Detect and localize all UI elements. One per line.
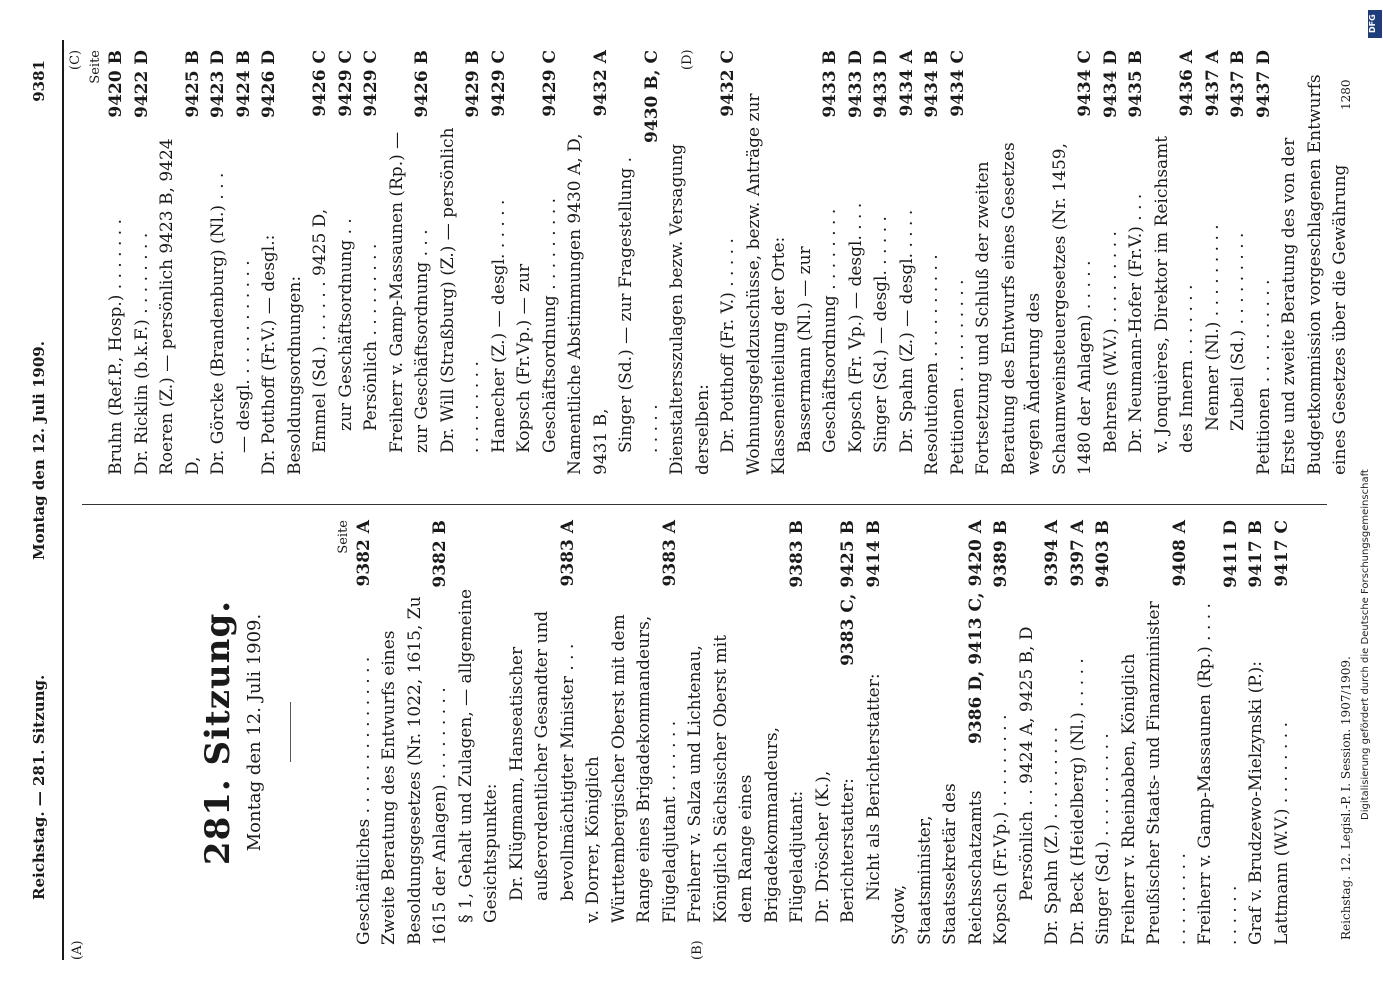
entry-text: Dr. Spahn (Z.) — desgl. . . . . <box>896 209 917 453</box>
right-entry <box>742 50 793 475</box>
entry-text: Erste und zweite Beratung des von der Budgetkommission vorgeschlagenen Entwurfs eines Gesetzes über die Gewährung <box>1279 74 1350 475</box>
entry-text: Nenner (Nl.) . . . . . . . . . <box>1202 224 1223 431</box>
entry-text: v. Jonquières, Direktor im Reichsamt des Innern . . . . . . . <box>1151 135 1197 453</box>
entry-page: 9436 A <box>1177 50 1197 117</box>
entry-text: — desgl. . . . . . . . . . . . <box>233 260 254 453</box>
entry-page: 9417 B <box>1246 520 1266 588</box>
left-entry <box>683 520 811 945</box>
entry-text: Nicht als Berichterstatter: <box>863 673 884 901</box>
seite-label: Seite <box>335 520 351 554</box>
entry-page: 9437 A <box>1202 50 1223 117</box>
right-entry <box>716 50 742 475</box>
right-entry <box>946 50 972 475</box>
entry-page: 9426 D <box>259 50 279 118</box>
right-entry <box>1277 50 1354 475</box>
entry-text: Persönlich . . . . . . . . . <box>361 243 381 431</box>
entry-page: 9383 A <box>557 520 578 587</box>
entry-page: 9429 C <box>488 50 509 117</box>
right-entry <box>436 50 487 475</box>
header-rule <box>62 40 64 960</box>
entry-page: 9429 C <box>361 50 381 117</box>
entry-page: 9429 B <box>463 50 483 118</box>
left-entry <box>811 520 862 945</box>
entry-page: 9408 A <box>1169 520 1190 587</box>
entry-page: 9394 A <box>1042 520 1062 587</box>
right-entry <box>971 50 1099 475</box>
title-block <box>198 520 291 945</box>
entry-page: 9437 B <box>1228 50 1248 118</box>
entry-page: 9403 B <box>1093 520 1113 588</box>
right-entry <box>308 50 334 475</box>
entry-text: Namentliche Abstimmungen 9430 A, D, 9431 B, <box>565 133 611 475</box>
entry-page: 9430 B, C <box>641 50 662 143</box>
entry-text: Dr. Klügmann, Hanseatischer außerordentlicher Gesandter und bevollmächtigter Minister . . . <box>506 610 578 901</box>
entry-page: 9383 B <box>787 520 807 588</box>
left-entry <box>862 520 888 945</box>
right-entry <box>563 50 614 475</box>
running-header <box>30 40 60 960</box>
dfg-logo: DFG <box>1368 10 1382 38</box>
right-entry <box>1201 50 1227 475</box>
right-entry <box>1150 50 1201 475</box>
right-entry <box>232 50 258 475</box>
right-entry <box>283 50 309 475</box>
left-column <box>88 520 1295 945</box>
entry-text: Zubeil (Sd.) . . . . . . . . . <box>1228 232 1248 431</box>
entry-text: Kopsch (Fr.Vp.) — zur Geschäftsordnung . . . . . . . . . <box>514 197 560 453</box>
entry-text: Zweite Beratung des Entwurfs eines Besoldungsgesetzes (Nr. 1022, 1615, Zu 1615 der Anlagen) . . . . . . . . . <box>379 596 450 945</box>
left-entry <box>454 520 505 945</box>
entry-page: 9434 D <box>1100 50 1121 118</box>
header-left: Reichstag. — 281. Sitzung. <box>30 674 48 900</box>
left-entry <box>887 520 989 945</box>
entry-text: Dr. Spahn (Z.) . . . . . . . . . <box>1042 726 1062 945</box>
entry-page: 9426 C <box>310 50 330 117</box>
session-date: Montag den 12. Juli 1909. <box>244 613 265 852</box>
session-title: 281. Sitzung. <box>198 599 238 866</box>
entry-text: Kopsch (Fr.Vp.) . . . . . . . . . <box>991 714 1011 945</box>
entry-text: Freiherr v. Gamp-Massaunen (Rp.) . . . . . . . . . . <box>1195 603 1241 945</box>
right-entry <box>359 50 385 475</box>
title-rule <box>290 703 291 763</box>
left-entry <box>1117 520 1194 945</box>
entry-text: Besoldungsordnungen: <box>284 275 305 475</box>
entry-text: Petitionen . . . . . . . . . . <box>1253 279 1274 475</box>
right-entry <box>869 50 895 475</box>
entry-text: Dr. Dröscher (K.), Berichterstatter: <box>812 770 858 923</box>
entry-text: Persönlich . . 9424 A, 9425 B, D <box>1016 626 1037 901</box>
entry-text: Singer (Sd.) — zur Fragestellung . . . . . . <box>616 156 662 453</box>
entry-page: 9383 C, 9425 B <box>838 520 858 666</box>
entry-page: 9389 B <box>991 520 1011 588</box>
right-entry <box>155 50 206 475</box>
right-entry <box>334 50 360 475</box>
right-entry <box>1226 50 1252 475</box>
left-toc-list <box>352 520 1296 945</box>
footer-left: Reichstag. 12. Legisl.-P. I. Session. 1907/1909. <box>1339 656 1353 940</box>
left-entry <box>1244 520 1270 945</box>
margin-mark-b: (B) <box>690 940 705 960</box>
entry-page: 9383 A <box>659 520 680 587</box>
right-entry <box>487 50 513 475</box>
entry-text: Dr. Potthoff (Fr. V.) . . . . . <box>718 238 738 453</box>
entry-text: Hanecher (Z.) — desgl. . . . . . <box>488 199 509 453</box>
entry-page: 9417 C <box>1271 520 1292 587</box>
right-toc-list <box>104 50 1354 475</box>
entry-page: 9434 C <box>947 50 968 117</box>
entry-page: 9437 D <box>1253 50 1274 118</box>
right-entry <box>206 50 232 475</box>
entry-page: 9423 D <box>208 50 228 118</box>
entry-page: 9422 D <box>131 50 152 118</box>
entry-page: 9434 B <box>922 50 942 118</box>
right-entry <box>130 50 156 475</box>
page-number: 9381 <box>30 60 48 102</box>
entry-page: 9433 B <box>820 50 840 118</box>
entry-text: Singer (Sd.) . . . . . . . . . . <box>1093 733 1113 945</box>
right-entry <box>1252 50 1278 475</box>
right-entry <box>614 50 665 475</box>
footer-right: 1280 <box>1339 79 1353 110</box>
entry-text: Resolutionen . . . . . . . . . . <box>922 254 942 475</box>
entry-text: Roeren (Z.) — persönlich 9423 B, 9424 D, <box>157 138 203 475</box>
entry-text: Sydow, Staatsminister, Staatssekretär des Reichsschatzamts <box>889 783 986 945</box>
left-entry <box>505 520 582 945</box>
right-entry <box>1124 50 1150 475</box>
entry-text: Freiherr v. Salza und Lichtenau, Königlich Sächsischer Oberst mit dem Range eines Brigadekommandeurs, Flügeladjutant: <box>685 634 807 923</box>
left-entry <box>581 520 683 945</box>
entry-text: Freiherr v. Gamp-Massaunen (Rp.) — zur Geschäftsordnung . . . <box>386 131 432 453</box>
dfg-credit-strip <box>1356 420 1380 820</box>
entry-page: 9435 B <box>1126 50 1146 118</box>
right-entry <box>512 50 563 475</box>
entry-text: Dr. Neumann-Hofer (Fr.V.) . . . <box>1126 193 1146 453</box>
left-entry <box>1091 520 1117 945</box>
entry-page: 9426 B <box>412 50 432 118</box>
entry-text: § 1, Gehalt und Zulagen, — allgemeine Gesichtspunkte: <box>455 588 501 923</box>
right-entry <box>920 50 946 475</box>
entry-text: Fortsetzung und Schluß der zweiten Beratung des Entwurfs eines Gesetzes wegen Änderung des Schaumweinsteuergesetzes (Nr. 1459, 1480 der Anlagen) . . . . . <box>973 142 1095 475</box>
entry-page: 9432 A <box>590 50 611 117</box>
entry-text: Dr. Potthoff (Fr.V.) — desgl.: <box>259 234 279 475</box>
entry-text: Emmel (Sd.) . . . . . . 9425 D, <box>310 208 330 453</box>
entry-text: Singer (Sd.) — desgl. . . . . . <box>871 216 891 453</box>
entry-text: Dienstaltersszulagen bezw. Versagung derselben: <box>667 143 713 475</box>
seite-label-right: Seite <box>88 50 103 84</box>
entry-text: Geschäftliches . . . . . . . . . . . . . . . <box>353 656 374 945</box>
margin-mark-a: (A) <box>70 940 85 960</box>
entry-page: 9420 B <box>106 50 126 118</box>
entry-text: Freiherr v. Rheinbaben, Königlich Preußischer Staats- und Finanzminister . . . . . . . . . <box>1118 601 1190 945</box>
entry-text: Graf v. Brudzewo-Mielzynski (P.): <box>1246 660 1266 945</box>
entry-text: Wohnungsgeldzuschüsse, bezw. Anträge zur Klasseneinteilung der Orte: <box>743 93 789 475</box>
entry-text: Behrens (W.V.) . . . . . . . . . <box>1100 231 1121 453</box>
entry-text: Dr. Beck (Heidelberg) (Nl.) . . . . . <box>1067 658 1088 945</box>
entry-text: Petitionen . . . . . . . . . . <box>947 279 968 475</box>
left-entry <box>1040 520 1066 945</box>
left-entry <box>352 520 378 945</box>
right-entry <box>385 50 436 475</box>
left-entry <box>1066 520 1092 945</box>
left-entry <box>1270 520 1296 945</box>
margin-mark-c: (C) <box>68 49 83 70</box>
entry-page: 9433 D <box>845 50 866 118</box>
entry-page: 9434 A <box>896 50 917 117</box>
right-entry <box>844 50 870 475</box>
entry-page: 9382 B <box>430 520 450 588</box>
entry-text: Lattmann (W.V.) . . . . . . . . <box>1271 722 1292 945</box>
right-column <box>88 50 1354 475</box>
entry-page: 9429 C <box>335 50 356 117</box>
entry-page: 9432 C <box>718 50 738 117</box>
entry-text: Bruhn (Ref.P., Hosp.) . . . . . . . <box>106 218 126 475</box>
entry-page: 9424 B <box>233 50 254 118</box>
entry-text: Dr. Will (Straßburg) (Z.) — persönlich . . . . . . . . . <box>437 127 483 453</box>
column-divider <box>82 504 1327 505</box>
entry-page: 9411 D <box>1220 520 1241 588</box>
left-entry <box>1193 520 1244 945</box>
left-entry <box>1015 520 1041 945</box>
entry-text: Bassermann (Nl.) — zur Geschäftsordnung . . . . . . . . <box>794 208 840 453</box>
entry-page: 9434 C <box>1075 50 1095 117</box>
right-entry <box>793 50 844 475</box>
entry-text: v. Dorrer, Königlich Württembergischer Oberst mit dem Range eines Brigadekommandeurs, Flügeladjutant . . . . . . . <box>583 614 680 923</box>
entry-text: zur Geschäftsordnung . . <box>335 218 356 431</box>
left-entry <box>989 520 1015 945</box>
right-entry <box>665 50 716 475</box>
entry-text: Dr. Ricklin (b.k.F.) . . . . . . . . <box>131 232 152 475</box>
entry-page: 9414 B <box>863 520 884 588</box>
entry-page: 9386 D, 9413 C, 9420 A <box>965 520 986 744</box>
entry-page: 9433 D <box>871 50 891 118</box>
footer <box>1339 79 1353 940</box>
entry-page: 9429 C <box>539 50 560 117</box>
margin-mark-d: (D) <box>680 49 695 70</box>
entry-text: Kopsch (Fr. Vp.) — desgl. . . . <box>845 202 866 453</box>
entry-page: 9425 B <box>182 50 203 118</box>
right-entry <box>1099 50 1125 475</box>
right-entry <box>104 50 130 475</box>
entry-page: 9397 A <box>1067 520 1088 587</box>
right-entry <box>257 50 283 475</box>
right-entry <box>895 50 921 475</box>
dfg-credit: Digitalisierung gefördert durch die Deutsche Forschungsgemeinschaft <box>1360 469 1371 820</box>
entry-text: Dr. Görcke (Brandenburg) (Nl.) . . . <box>208 172 228 475</box>
header-center: Montag den 12. Juli 1909. <box>30 341 48 560</box>
left-entry <box>377 520 454 945</box>
entry-page: 9382 A <box>353 520 374 587</box>
